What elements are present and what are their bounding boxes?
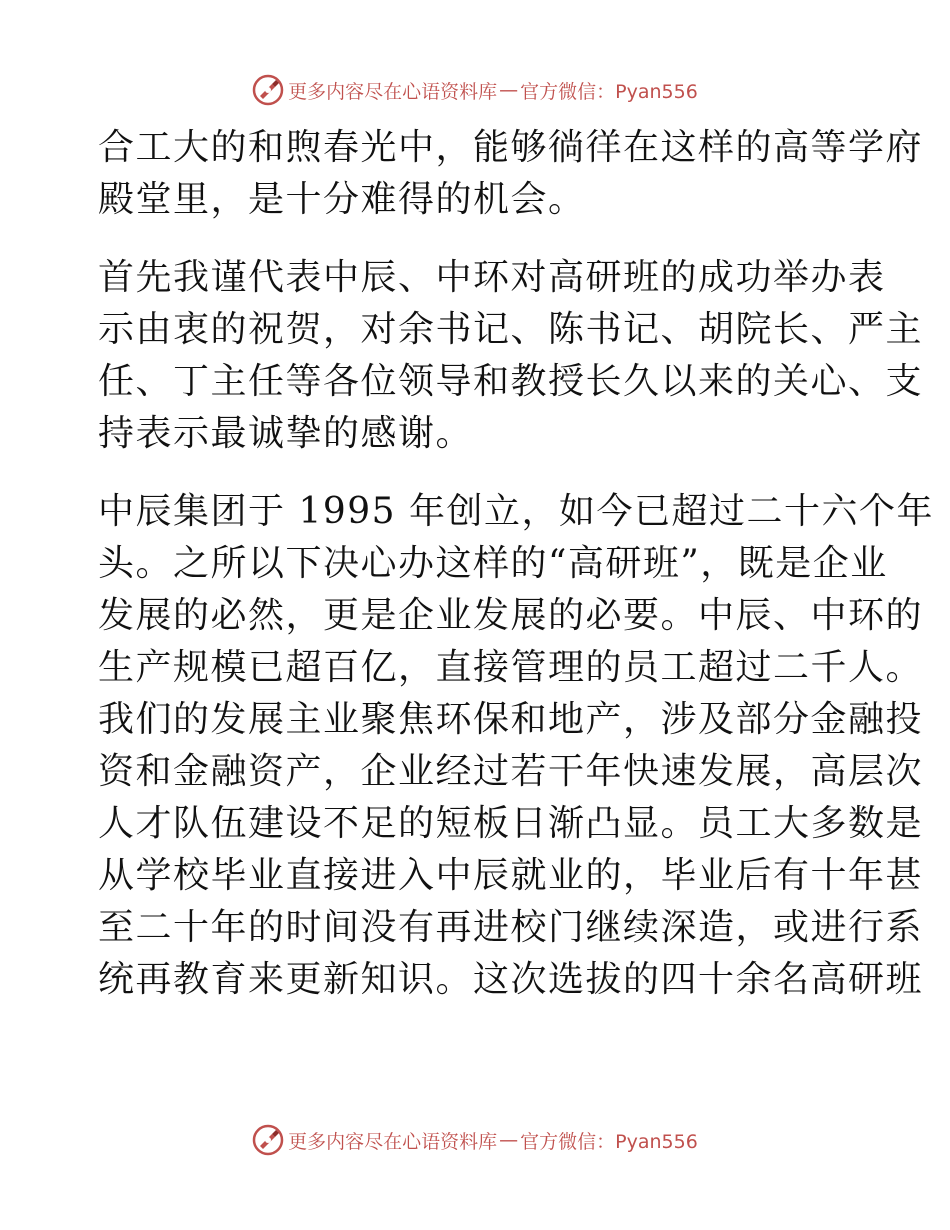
text-line: 至二十年的时间没有再进校门继续深造，或进行系 [98, 907, 924, 948]
text-line: 示由衷的祝贺，对余书记、陈书记、胡院长、严主 [98, 309, 924, 350]
paragraph-1 [98, 122, 924, 226]
text-line: 统再教育来更新知识。这次选拔的四十余名高研班 [98, 959, 924, 1000]
footer-banner [0, 1120, 950, 1160]
text-line: 合工大的和煦春光中，能够徜徉在这样的高等学府 [98, 127, 924, 168]
text-line: 生产规模已超百亿，直接管理的员工超过二千人。 [98, 647, 924, 688]
paragraph-2 [98, 252, 924, 460]
text-line: 发展的必然，更是企业发展的必要。中辰、中环的 [98, 595, 924, 636]
banner-wechat-text: 官方微信：Pyan556 [520, 1130, 698, 1153]
text-line: 资和金融资产，企业经过若干年快速发展，高层次 [98, 751, 924, 792]
text-line: 中辰集团于 1995 年创立，如今已超过二十六个年 [98, 491, 935, 532]
text-line: 我们的发展主业聚焦环保和地产，涉及部分金融投 [98, 699, 924, 740]
banner-site-text: 更多内容尽在心语资料库 [288, 80, 498, 103]
banner-dash: — [499, 79, 519, 101]
header-banner [0, 70, 950, 110]
text-line: 从学校毕业直接进入中辰就业的，毕业后有十年甚 [98, 855, 924, 896]
text-line: 首先我谨代表中辰、中环对高研班的成功举办表 [98, 257, 886, 298]
pen-logo-icon [252, 74, 284, 106]
banner-dash: — [499, 1129, 519, 1151]
text-line: 人才队伍建设不足的短板日渐凸显。员工大多数是 [98, 803, 924, 844]
text-line: 任、丁主任等各位领导和教授长久以来的关心、支 [98, 361, 924, 402]
text-line: 殿堂里，是十分难得的机会。 [98, 179, 586, 220]
document-body [98, 122, 935, 1006]
banner-wechat-text: 官方微信：Pyan556 [520, 80, 698, 103]
pen-logo-icon [252, 1124, 284, 1156]
paragraph-3 [98, 486, 935, 1006]
text-line: 持表示最诚挚的感谢。 [98, 413, 474, 454]
banner-site-text: 更多内容尽在心语资料库 [288, 1130, 498, 1153]
text-line: 头。之所以下决心办这样的“高研班”，既是企业 [98, 543, 888, 584]
